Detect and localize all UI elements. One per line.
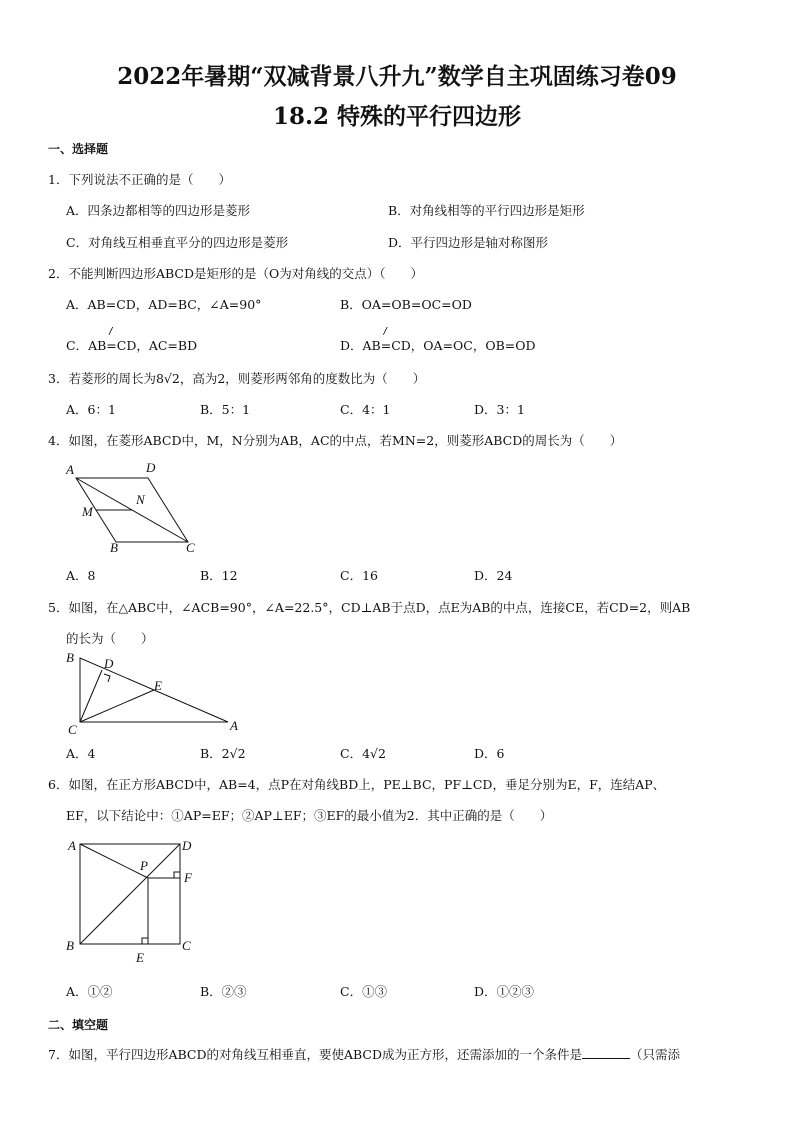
q5-option-b: B．2√2 bbox=[200, 746, 246, 761]
q2-option-c bbox=[66, 336, 197, 354]
q4-rhombus-figure bbox=[60, 458, 210, 554]
q4-option-d: D．24 bbox=[474, 568, 513, 583]
q3-option-c: C．4：1 bbox=[340, 402, 391, 417]
q6-stem-line1: 6．如图，在正方形ABCD中，AB=4，点P在对角线BD上，PE⊥BC，PF⊥CD，垂足分别为E，F，连结AP、 bbox=[48, 777, 666, 792]
q2-c-suffix: // =CD，AC=BD bbox=[106, 336, 197, 354]
q1-stem: 1．下列说法不正确的是（ ） bbox=[48, 172, 231, 187]
q2-option-b: B．OA=OB=OC=OD bbox=[340, 297, 472, 312]
q4-label-d: D bbox=[146, 460, 156, 475]
q3-option-d: D．3：1 bbox=[474, 402, 525, 417]
q4-label-c: C bbox=[186, 540, 195, 555]
q3-option-a: A．6：1 bbox=[66, 402, 116, 417]
q4-label-b: B bbox=[110, 540, 118, 555]
q5-triangle-figure bbox=[60, 650, 250, 738]
q6-stem-line2: EF，以下结论中：①AP=EF；②AP⊥EF；③EF的最小值为2．其中正确的是（ ） bbox=[66, 808, 553, 823]
q2-option-a: A．AB=CD，AD=BC，∠A=90° bbox=[66, 297, 262, 312]
q5-label-e: E bbox=[154, 678, 162, 693]
q7-answer-blank[interactable] bbox=[582, 1046, 630, 1059]
q4-stem: 4．如图，在菱形ABCD中，M，N分别为AB，AC的中点，若MN=2，则菱形ABCD的周长为（ ） bbox=[48, 433, 623, 448]
q1-option-b: B．对角线相等的平行四边形是矩形 bbox=[388, 203, 585, 218]
q6-diagonal-bd bbox=[80, 844, 180, 944]
q2-d-prefix: D．AB bbox=[340, 338, 381, 353]
q4-option-b: B．12 bbox=[200, 568, 238, 583]
q6-label-p: P bbox=[140, 858, 148, 873]
q5-option-c: C．4√2 bbox=[340, 746, 386, 761]
q6-label-f: F bbox=[184, 870, 192, 885]
q4-label-m: M bbox=[82, 504, 93, 519]
q5-option-a: A．4 bbox=[66, 746, 96, 761]
q6-right-angle-e bbox=[142, 938, 148, 944]
q6-option-a: A．①② bbox=[66, 984, 113, 999]
section-choice: 一、选择题 bbox=[48, 142, 109, 156]
q1-option-d: D．平行四边形是轴对称图形 bbox=[388, 235, 549, 250]
q7-stem bbox=[48, 1045, 680, 1063]
q1-option-a: A．四条边都相等的四边形是菱形 bbox=[66, 203, 251, 218]
q2-option-d bbox=[340, 336, 536, 354]
q5-label-a: A bbox=[230, 718, 238, 733]
q6-label-b: B bbox=[66, 938, 74, 953]
q6-label-e: E bbox=[136, 950, 144, 965]
section-fill: 二、填空题 bbox=[48, 1018, 109, 1032]
q2-stem: 2．不能判断四边形ABCD是矩形的是（O为对角线的交点）（ ） bbox=[48, 266, 423, 281]
q1-option-c: C．对角线互相垂直平分的四边形是菱形 bbox=[66, 235, 289, 250]
q4-label-a: A bbox=[66, 462, 74, 477]
q7-stem-pre: 7．如图，平行四边形ABCD的对角线互相垂直，要使ABCD成为正方形，还需添加的一个条件是 bbox=[48, 1047, 583, 1062]
q3-option-b: B．5：1 bbox=[200, 402, 251, 417]
q2-d-suffix: // =CD，OA=OC，OB=OD bbox=[381, 336, 536, 354]
q6-option-d: D．①②③ bbox=[474, 984, 535, 999]
q3-stem: 3．若菱形的周长为8√2，高为2，则菱形两邻角的度数比为（ ） bbox=[48, 371, 426, 386]
page-title: 2022年暑期“双减背景八升九”数学自主巩固练习卷09 bbox=[117, 63, 677, 90]
q6-label-c: C bbox=[182, 938, 191, 953]
q6-label-a: A bbox=[68, 838, 76, 853]
q6-option-b: B．②③ bbox=[200, 984, 247, 999]
q6-right-angle-f bbox=[174, 872, 180, 878]
q4-option-a: A．8 bbox=[66, 568, 96, 583]
q5-label-d: D bbox=[104, 656, 114, 671]
q5-stem-line1: 5．如图，在△ABC中，∠ACB=90°，∠A=22.5°，CD⊥AB于点D，点E为AB的中点，连接CE，若CD=2，则AB bbox=[48, 600, 691, 615]
q5-label-b: B bbox=[66, 650, 74, 665]
q4-label-n: N bbox=[136, 492, 145, 507]
q5-stem-line2: 的长为（ ） bbox=[66, 631, 154, 646]
q6-segment-ap bbox=[80, 844, 148, 878]
q5-label-c: C bbox=[68, 722, 77, 737]
q2-c-prefix: C．AB bbox=[66, 338, 107, 353]
q4-option-c: C．16 bbox=[340, 568, 378, 583]
q5-right-angle-mark bbox=[104, 674, 110, 682]
q7-stem-post: （只需添 bbox=[630, 1047, 681, 1062]
q5-option-d: D．6 bbox=[474, 746, 505, 761]
q6-option-c: C．①③ bbox=[340, 984, 388, 999]
q6-label-d: D bbox=[182, 838, 192, 853]
q6-square-figure bbox=[60, 836, 210, 968]
page-subtitle: 18.2 特殊的平行四边形 bbox=[272, 103, 522, 130]
